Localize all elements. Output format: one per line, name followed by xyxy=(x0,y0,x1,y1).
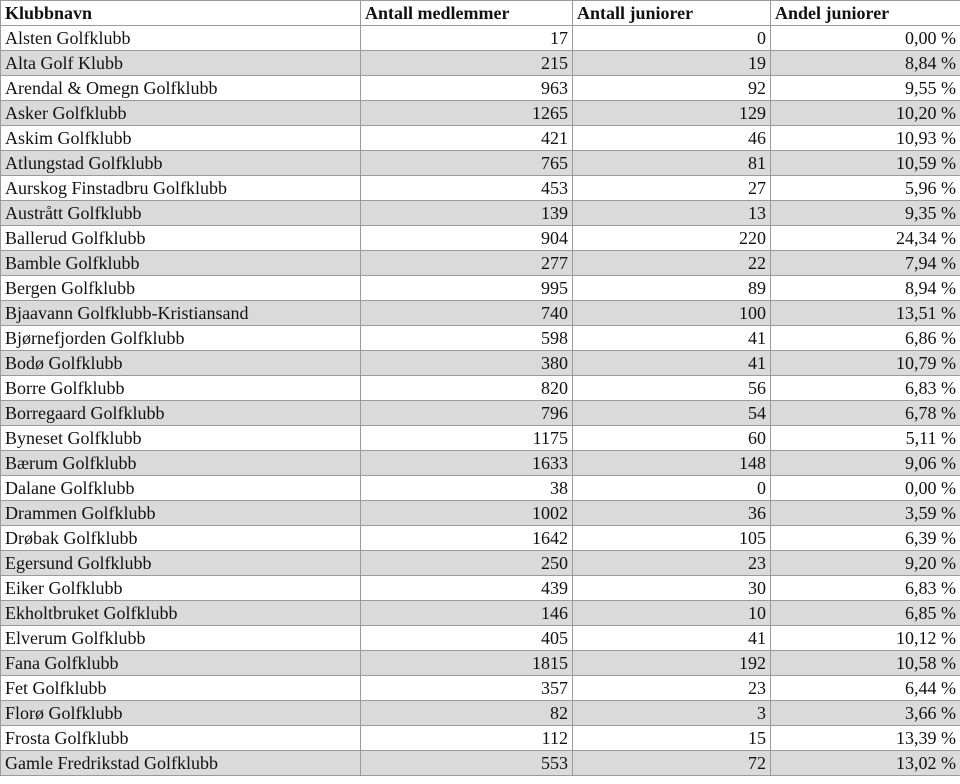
junior-share-cell: 13,02 % xyxy=(771,751,960,776)
member-count-cell: 277 xyxy=(361,251,573,276)
club-name-cell: Borre Golfklubb xyxy=(1,376,361,401)
club-name-cell: Alsten Golfklubb xyxy=(1,26,361,51)
club-name-cell: Drøbak Golfklubb xyxy=(1,526,361,551)
junior-share-cell: 0,00 % xyxy=(771,26,960,51)
junior-share-cell: 6,78 % xyxy=(771,401,960,426)
table-row xyxy=(1,126,960,151)
junior-share-cell: 8,84 % xyxy=(771,51,960,76)
club-name-cell: Eiker Golfklubb xyxy=(1,576,361,601)
club-name-cell: Arendal & Omegn Golfklubb xyxy=(1,76,361,101)
member-count-cell: 904 xyxy=(361,226,573,251)
table-row xyxy=(1,551,960,576)
junior-share-cell: 10,12 % xyxy=(771,626,960,651)
table-row xyxy=(1,651,960,676)
club-name-cell: Frosta Golfklubb xyxy=(1,726,361,751)
member-count-cell: 405 xyxy=(361,626,573,651)
club-name-cell: Egersund Golfklubb xyxy=(1,551,361,576)
table-row xyxy=(1,76,960,101)
table-row xyxy=(1,526,960,551)
header-member-count: Antall medlemmer xyxy=(361,1,573,26)
junior-count-cell: 89 xyxy=(573,276,771,301)
junior-count-cell: 3 xyxy=(573,701,771,726)
junior-count-cell: 36 xyxy=(573,501,771,526)
junior-count-cell: 23 xyxy=(573,676,771,701)
club-name-cell: Dalane Golfklubb xyxy=(1,476,361,501)
member-count-cell: 765 xyxy=(361,151,573,176)
member-count-cell: 963 xyxy=(361,76,573,101)
junior-share-cell: 5,11 % xyxy=(771,426,960,451)
header-junior-count: Antall juniorer xyxy=(573,1,771,26)
member-count-cell: 453 xyxy=(361,176,573,201)
member-count-cell: 553 xyxy=(361,751,573,776)
club-name-cell: Bjørnefjorden Golfklubb xyxy=(1,326,361,351)
table-row xyxy=(1,326,960,351)
member-count-cell: 796 xyxy=(361,401,573,426)
junior-count-cell: 15 xyxy=(573,726,771,751)
junior-share-cell: 9,35 % xyxy=(771,201,960,226)
table-row xyxy=(1,151,960,176)
member-count-cell: 1265 xyxy=(361,101,573,126)
club-name-cell: Askim Golfklubb xyxy=(1,126,361,151)
junior-count-cell: 41 xyxy=(573,351,771,376)
junior-count-cell: 41 xyxy=(573,326,771,351)
member-count-cell: 1633 xyxy=(361,451,573,476)
junior-share-cell: 13,39 % xyxy=(771,726,960,751)
club-name-cell: Gamle Fredrikstad Golfklubb xyxy=(1,751,361,776)
junior-count-cell: 0 xyxy=(573,26,771,51)
junior-count-cell: 22 xyxy=(573,251,771,276)
junior-share-cell: 9,20 % xyxy=(771,551,960,576)
junior-count-cell: 0 xyxy=(573,476,771,501)
junior-count-cell: 220 xyxy=(573,226,771,251)
table-row xyxy=(1,101,960,126)
table-row xyxy=(1,676,960,701)
junior-count-cell: 105 xyxy=(573,526,771,551)
junior-count-cell: 23 xyxy=(573,551,771,576)
member-count-cell: 357 xyxy=(361,676,573,701)
club-name-cell: Bodø Golfklubb xyxy=(1,351,361,376)
club-name-cell: Ballerud Golfklubb xyxy=(1,226,361,251)
club-name-cell: Fana Golfklubb xyxy=(1,651,361,676)
table-row xyxy=(1,451,960,476)
junior-count-cell: 129 xyxy=(573,101,771,126)
member-count-cell: 1002 xyxy=(361,501,573,526)
table-row xyxy=(1,576,960,601)
junior-share-cell: 10,79 % xyxy=(771,351,960,376)
member-count-cell: 1175 xyxy=(361,426,573,451)
junior-share-cell: 24,34 % xyxy=(771,226,960,251)
junior-count-cell: 81 xyxy=(573,151,771,176)
table-row xyxy=(1,301,960,326)
table-row xyxy=(1,51,960,76)
member-count-cell: 820 xyxy=(361,376,573,401)
table-row xyxy=(1,376,960,401)
member-count-cell: 139 xyxy=(361,201,573,226)
junior-share-cell: 10,93 % xyxy=(771,126,960,151)
member-count-cell: 421 xyxy=(361,126,573,151)
junior-share-cell: 10,59 % xyxy=(771,151,960,176)
member-count-cell: 82 xyxy=(361,701,573,726)
club-name-cell: Borregaard Golfklubb xyxy=(1,401,361,426)
club-name-cell: Bjaavann Golfklubb-Kristiansand xyxy=(1,301,361,326)
club-name-cell: Byneset Golfklubb xyxy=(1,426,361,451)
club-name-cell: Bamble Golfklubb xyxy=(1,251,361,276)
junior-count-cell: 192 xyxy=(573,651,771,676)
member-count-cell: 380 xyxy=(361,351,573,376)
junior-count-cell: 148 xyxy=(573,451,771,476)
junior-share-cell: 5,96 % xyxy=(771,176,960,201)
table-row xyxy=(1,626,960,651)
header-club-name: Klubbnavn xyxy=(1,1,361,26)
member-count-cell: 1642 xyxy=(361,526,573,551)
club-name-cell: Alta Golf Klubb xyxy=(1,51,361,76)
table-row xyxy=(1,351,960,376)
table-row xyxy=(1,26,960,51)
club-name-cell: Austrått Golfklubb xyxy=(1,201,361,226)
club-name-cell: Aurskog Finstadbru Golfklubb xyxy=(1,176,361,201)
junior-share-cell: 13,51 % xyxy=(771,301,960,326)
junior-count-cell: 10 xyxy=(573,601,771,626)
junior-share-cell: 3,59 % xyxy=(771,501,960,526)
junior-share-cell: 9,06 % xyxy=(771,451,960,476)
junior-count-cell: 46 xyxy=(573,126,771,151)
club-name-cell: Bergen Golfklubb xyxy=(1,276,361,301)
club-name-cell: Atlungstad Golfklubb xyxy=(1,151,361,176)
club-name-cell: Fet Golfklubb xyxy=(1,676,361,701)
junior-share-cell: 3,66 % xyxy=(771,701,960,726)
member-count-cell: 215 xyxy=(361,51,573,76)
junior-share-cell: 10,20 % xyxy=(771,101,960,126)
table-body xyxy=(1,26,960,776)
junior-count-cell: 100 xyxy=(573,301,771,326)
member-count-cell: 740 xyxy=(361,301,573,326)
table-row xyxy=(1,726,960,751)
junior-share-cell: 8,94 % xyxy=(771,276,960,301)
member-count-cell: 995 xyxy=(361,276,573,301)
club-name-cell: Florø Golfklubb xyxy=(1,701,361,726)
junior-share-cell: 6,83 % xyxy=(771,376,960,401)
member-count-cell: 146 xyxy=(361,601,573,626)
member-count-cell: 38 xyxy=(361,476,573,501)
junior-count-cell: 54 xyxy=(573,401,771,426)
junior-count-cell: 13 xyxy=(573,201,771,226)
member-count-cell: 439 xyxy=(361,576,573,601)
club-name-cell: Drammen Golfklubb xyxy=(1,501,361,526)
table-row xyxy=(1,251,960,276)
junior-share-cell: 9,55 % xyxy=(771,76,960,101)
club-name-cell: Bærum Golfklubb xyxy=(1,451,361,476)
junior-count-cell: 30 xyxy=(573,576,771,601)
junior-count-cell: 72 xyxy=(573,751,771,776)
header-row xyxy=(1,1,960,26)
junior-share-cell: 7,94 % xyxy=(771,251,960,276)
table-row xyxy=(1,476,960,501)
junior-share-cell: 6,85 % xyxy=(771,601,960,626)
member-count-cell: 17 xyxy=(361,26,573,51)
junior-share-cell: 6,86 % xyxy=(771,326,960,351)
table-row xyxy=(1,176,960,201)
table-row xyxy=(1,276,960,301)
junior-share-cell: 10,58 % xyxy=(771,651,960,676)
junior-count-cell: 41 xyxy=(573,626,771,651)
member-count-cell: 112 xyxy=(361,726,573,751)
member-count-cell: 250 xyxy=(361,551,573,576)
member-count-cell: 598 xyxy=(361,326,573,351)
table-row xyxy=(1,751,960,776)
junior-count-cell: 56 xyxy=(573,376,771,401)
member-count-cell: 1815 xyxy=(361,651,573,676)
header-junior-share: Andel juniorer xyxy=(771,1,960,26)
junior-count-cell: 27 xyxy=(573,176,771,201)
table-row xyxy=(1,401,960,426)
junior-count-cell: 60 xyxy=(573,426,771,451)
table-row xyxy=(1,426,960,451)
table-row xyxy=(1,601,960,626)
junior-share-cell: 6,44 % xyxy=(771,676,960,701)
junior-count-cell: 92 xyxy=(573,76,771,101)
junior-share-cell: 0,00 % xyxy=(771,476,960,501)
table-row xyxy=(1,201,960,226)
table-row xyxy=(1,701,960,726)
table-row xyxy=(1,226,960,251)
junior-share-cell: 6,83 % xyxy=(771,576,960,601)
club-name-cell: Elverum Golfklubb xyxy=(1,626,361,651)
club-name-cell: Ekholtbruket Golfklubb xyxy=(1,601,361,626)
table-row xyxy=(1,501,960,526)
junior-share-cell: 6,39 % xyxy=(771,526,960,551)
club-name-cell: Asker Golfklubb xyxy=(1,101,361,126)
junior-count-cell: 19 xyxy=(573,51,771,76)
